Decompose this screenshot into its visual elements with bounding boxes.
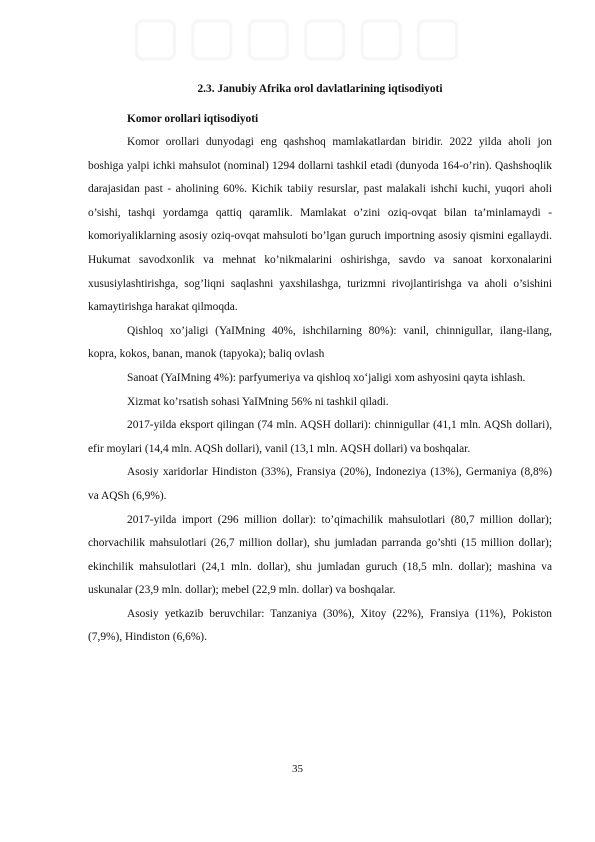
paragraph-exports: 2017-yilda eksport qilingan (74 mln. AQSH dollari): chinnigullar (41,1 mln. AQSh dollari), efir moylari (14,4 mln. AQSh dollari), vanil (13,1 mln. AQSH dollari) va boshqalar. xyxy=(88,419,552,455)
paragraph-agriculture: Qishloq xo’jaligi (YaIMning 40%, ishchilarning 80%): vanil, chinnigullar, ilang-ilang, kopra, kokos, banan, manok (tapyoka); baliq ovlash xyxy=(88,324,552,361)
page-content xyxy=(88,80,552,650)
paragraph-services: Xizmat ko’rsatish sohasi YaIMning 56% ni tashkil qiladi. xyxy=(127,395,389,408)
paragraph-buyers: Asosiy xaridorlar Hindiston (33%), Fransiya (20%), Indoneziya (13%), Germaniya (8,8%) va AQSh (6,9%). xyxy=(88,466,552,502)
paragraph-imports: 2017-yilda import (296 million dollar): to’qimachilik mahsulotlari (80,7 million dollar); chorvachilik mahsulotlari (26,7 million dollar), shu jumladan parranda go’shti (15 million dollar); ekinchilik mahsulotlari (24,1 mln. dollar), shu jumladan guruch (18,5 mln. dollar); mashina va uskunalar (23,9 mln. dollar); mebel (22,9 mln. dollar) va boshqalar. xyxy=(88,513,552,597)
subheading: Komor orollari iqtisodiyoti xyxy=(127,113,259,125)
watermark-logo: ▢ ▢ ▢ ▢ ▢ ▢ xyxy=(130,5,465,66)
paragraph-industry: Sanoat (YaIMning 4%): parfyumeriya va qishloq xo‘jaligi xom ashyosini qayta ishlash. xyxy=(127,371,526,384)
paragraph-suppliers: Asosiy yetkazib beruvchilar: Tanzaniya (30%), Xitoy (22%), Fransiya (11%), Pokiston (7,9%), Hindiston (6,6%). xyxy=(88,607,552,644)
page-number: 35 xyxy=(292,763,303,775)
section-title: 2.3. Janubiy Afrika orol davlatlarining iqtisodiyoti xyxy=(197,83,443,95)
paragraph-economy-overview: Komor orollari dunyodagi eng qashshoq mamlakatlardan biridir. 2022 yilda aholi jon boshiga yalpi ichki mahsulot (nominal) 1294 dollarni tashkil etadi (dunyoda 164-o’rin). Qashshoqlik darajasidan past - aholining 60%. Kichik tabiiy resurslar, past malakali ishchi kuchi, yuqori aholi o’sishi, tashqi yordamga qattiq qaramlik. Mamlakat o’zini oziq-ovqat bilan ta’minlamaydi - komoriyaliklarning asosiy oziq-ovqat mahsuloti bo’lgan guruch importning asosiy qismini egallaydi. Hukumat savodxonlik va mehnat ko’nikmalarini oshirishga, savdo va sanoat korxonalarini xususiylashtirishga, sog’liqni saqlashni yaxshilashga, turizmni rivojlantirishga va aholi o’sishini kamaytirishga harakat qilmoqda. xyxy=(88,136,552,314)
